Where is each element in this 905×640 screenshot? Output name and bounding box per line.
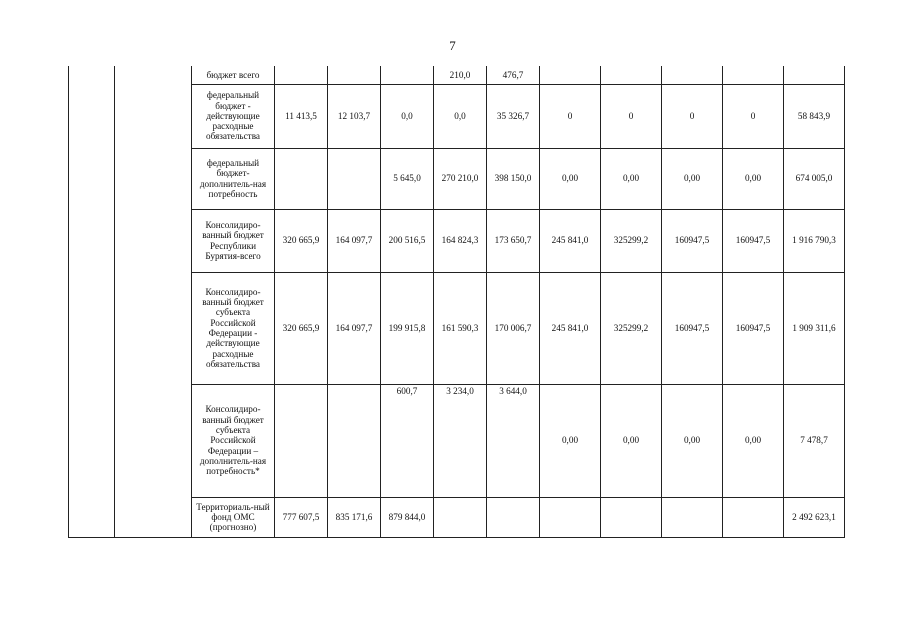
value-cell: 164 824,3 — [434, 209, 487, 272]
value-cell: 0,00 — [723, 148, 784, 209]
value-cell: 210,0 — [434, 66, 487, 84]
task-cell — [115, 66, 192, 537]
value-cell: 320 665,9 — [275, 272, 328, 384]
funding-source-cell: Консолидиро-ванный бюджет субъекта Российской Федерации – дополнитель-ная потребность* — [192, 384, 275, 497]
value-cell: 164 097,7 — [328, 272, 381, 384]
value-cell: 674 005,0 — [784, 148, 845, 209]
value-cell — [540, 497, 601, 537]
funding-source-cell: федеральный бюджет - действующие расходные обязательства — [192, 84, 275, 148]
value-cell: 12 103,7 — [328, 84, 381, 148]
value-cell — [540, 66, 601, 84]
value-cell: 245 841,0 — [540, 272, 601, 384]
value-cell: 476,7 — [487, 66, 540, 84]
value-cell — [328, 148, 381, 209]
table-row — [69, 66, 845, 84]
value-cell: 1 916 790,3 — [784, 209, 845, 272]
page-number: 7 — [449, 38, 456, 53]
value-cell: 835 171,6 — [328, 497, 381, 537]
value-cell: 160947,5 — [723, 272, 784, 384]
value-cell: 35 326,7 — [487, 84, 540, 148]
value-cell — [662, 497, 723, 537]
value-cell: 0 — [723, 84, 784, 148]
value-cell: 173 650,7 — [487, 209, 540, 272]
program-cell — [69, 66, 115, 537]
value-cell: 7 478,7 — [784, 384, 845, 497]
value-cell: 325299,2 — [601, 272, 662, 384]
value-cell: 245 841,0 — [540, 209, 601, 272]
value-cell: 200 516,5 — [381, 209, 434, 272]
funding-source-cell: Территориаль-ный фонд ОМС (прогнозно) — [192, 497, 275, 537]
value-cell: 58 843,9 — [784, 84, 845, 148]
value-cell: 161 590,3 — [434, 272, 487, 384]
value-cell: 320 665,9 — [275, 209, 328, 272]
value-cell — [381, 66, 434, 84]
value-cell — [275, 148, 328, 209]
value-cell: 1 909 311,6 — [784, 272, 845, 384]
value-cell — [662, 66, 723, 84]
value-cell: 777 607,5 — [275, 497, 328, 537]
value-cell: 0,00 — [601, 384, 662, 497]
value-cell: 164 097,7 — [328, 209, 381, 272]
budget-table — [68, 66, 845, 538]
value-cell — [723, 497, 784, 537]
value-cell: 199 915,8 — [381, 272, 434, 384]
value-cell: 270 210,0 — [434, 148, 487, 209]
value-cell: 0,0 — [381, 84, 434, 148]
value-cell — [784, 66, 845, 84]
value-cell: 325299,2 — [601, 209, 662, 272]
value-cell — [275, 66, 328, 84]
value-cell — [723, 66, 784, 84]
value-cell: 0,00 — [601, 148, 662, 209]
funding-source-cell: Консолидиро-ванный бюджет Республики Бурятия-всего — [192, 209, 275, 272]
value-cell: 11 413,5 — [275, 84, 328, 148]
value-cell: 2 492 623,1 — [784, 497, 845, 537]
value-cell: 600,7 — [381, 384, 434, 497]
value-cell: 398 150,0 — [487, 148, 540, 209]
value-cell: 0,0 — [434, 84, 487, 148]
value-cell — [601, 66, 662, 84]
value-cell — [328, 66, 381, 84]
funding-source-cell: бюджет всего — [192, 66, 275, 84]
value-cell: 0,00 — [662, 384, 723, 497]
value-cell — [601, 497, 662, 537]
value-cell: 160947,5 — [662, 272, 723, 384]
value-cell: 0,00 — [540, 148, 601, 209]
funding-source-cell: федеральный бюджет-дополнитель-ная потребность — [192, 148, 275, 209]
value-cell — [487, 497, 540, 537]
funding-source-cell: Консолидиро-ванный бюджет субъекта Российской Федерации - действующие расходные обязательства — [192, 272, 275, 384]
value-cell: 160947,5 — [662, 209, 723, 272]
value-cell: 0 — [601, 84, 662, 148]
value-cell: 170 006,7 — [487, 272, 540, 384]
value-cell: 0 — [662, 84, 723, 148]
value-cell: 0,00 — [723, 384, 784, 497]
value-cell: 879 844,0 — [381, 497, 434, 537]
value-cell — [434, 497, 487, 537]
value-cell: 0 — [540, 84, 601, 148]
value-cell: 3 234,0 — [434, 384, 487, 497]
value-cell: 0,00 — [662, 148, 723, 209]
value-cell: 5 645,0 — [381, 148, 434, 209]
value-cell — [275, 384, 328, 497]
value-cell: 3 644,0 — [487, 384, 540, 497]
value-cell: 0,00 — [540, 384, 601, 497]
value-cell: 160947,5 — [723, 209, 784, 272]
value-cell — [328, 384, 381, 497]
